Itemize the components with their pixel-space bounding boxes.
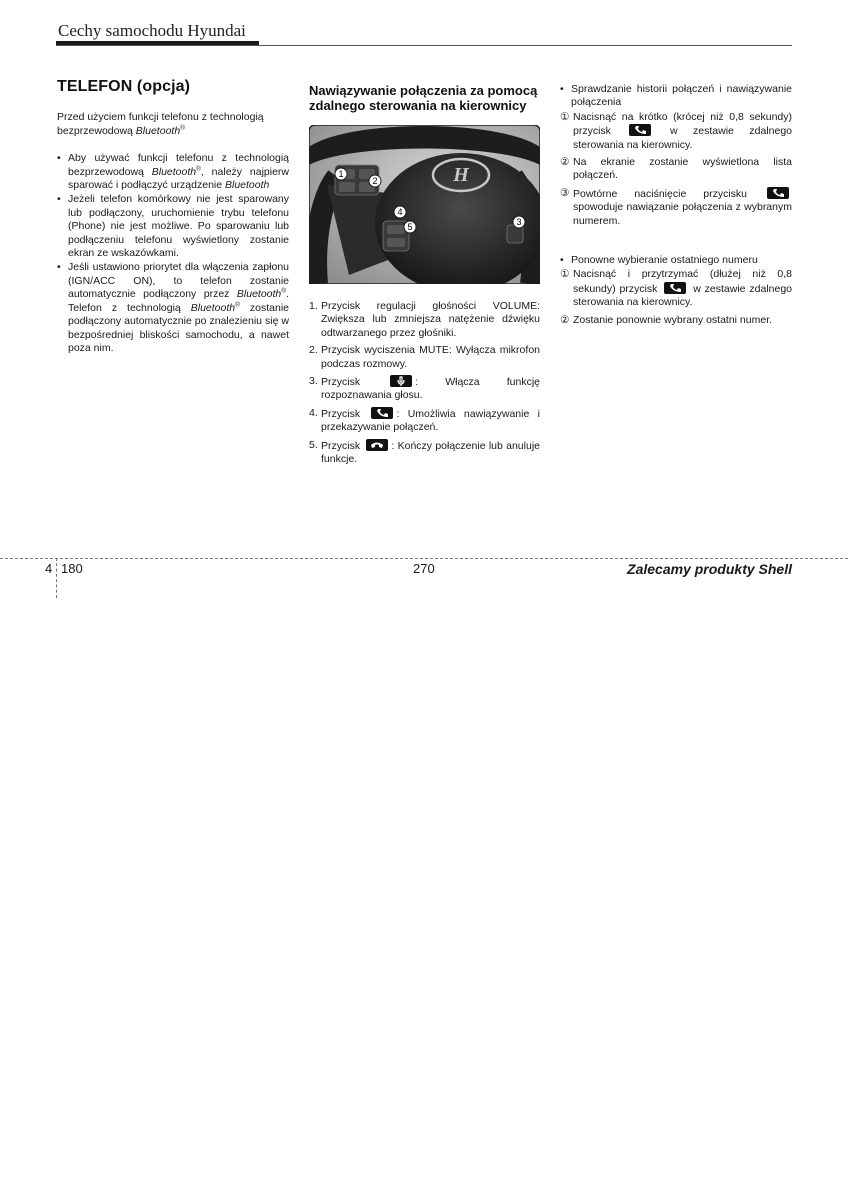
intro-text: Przed użyciem funkcji telefonu z technologią bezprzewodową xyxy=(57,111,264,137)
brand-name: Bluetooth xyxy=(135,124,181,137)
phone-call-icon xyxy=(664,282,686,294)
reg-mark: ® xyxy=(180,124,185,132)
step-text: w zestawie zdalnego sterowania na kierownicy. xyxy=(573,282,793,309)
section-heading: Nawiązywanie połączenia za pomocą zdalnego sterowania na kierownicy xyxy=(309,83,538,113)
callout-label: 1 xyxy=(338,169,344,180)
item-number: 1. xyxy=(309,300,318,312)
footer-rule xyxy=(0,558,848,559)
brand-name: Bluetooth xyxy=(236,288,282,301)
list-item-text: : Umożliwia nawiązywanie i przekazywanie połączeń. xyxy=(321,407,540,434)
footer-slogan: Zalecamy produkty Shell xyxy=(627,561,792,577)
list-item-text: Przycisk xyxy=(321,407,361,420)
column-telefon xyxy=(57,80,289,356)
list-item xyxy=(309,439,540,467)
steering-wheel-figure xyxy=(309,125,540,284)
list-item-text: , należy najpierw sparować i podłączyć urządzenie xyxy=(68,165,289,192)
step-text: Nacisnąć na krótko (krócej niż 0,8 sekundy) przycisk xyxy=(573,110,792,138)
list-item-text: Przycisk xyxy=(321,376,361,389)
list-item xyxy=(309,344,540,371)
callout-label: 5 xyxy=(407,222,413,233)
step-text: spowoduje nawiązanie połączenia z wybranym numerem. xyxy=(573,201,792,227)
step-item xyxy=(560,268,792,309)
list-item xyxy=(309,300,540,340)
step-text: Powtórne naciśnięcie przycisku xyxy=(573,187,748,200)
list-item xyxy=(57,261,289,355)
list-item-text: Aby używać funkcji telefonu z technologią bezprzewodową xyxy=(68,152,289,178)
brand-name: Bluetooth xyxy=(151,165,197,178)
list-item-text: Ponowne wybieranie ostatniego numeru xyxy=(571,254,758,267)
list-item-text: Sprawdzanie historii połączeń i nawiązywanie połączenia xyxy=(571,83,792,109)
reg-mark: ® xyxy=(196,165,201,173)
list-item-text: Jeżeli telefon komórkowy nie jest sparowany lub podłączony, uruchomienie trybu telefonu (Phone) nie jest możliwe. Po sparowaniu lub podłączeniu telefonu wyświetlony zostanie ekran ze wskazówkami. xyxy=(68,193,289,260)
list-item xyxy=(560,83,792,110)
intro-paragraph xyxy=(57,111,289,138)
step-number: ① xyxy=(560,268,570,281)
footer-page-number: 180 xyxy=(61,561,83,576)
list-item-text: zostanie podłączony automatycznie po znalezieniu się w bezpośredniej bliskości samochodu, a nawet poza nim. xyxy=(68,301,289,354)
section-heading: TELEFON (opcja) xyxy=(57,78,191,95)
list-item xyxy=(57,193,289,260)
list-item-text: . Telefon z technologią xyxy=(68,288,289,314)
list-item-text: Przycisk wyciszenia MUTE: Wyłącza mikrofon podczas rozmowy. xyxy=(321,344,540,370)
phone-call-icon xyxy=(371,407,393,419)
callout-label: 3 xyxy=(516,217,522,228)
header-rule xyxy=(56,45,792,46)
brand-name: Bluetooth xyxy=(190,301,236,314)
reg-mark: ® xyxy=(235,301,240,309)
phone-call-icon xyxy=(629,124,651,136)
list-item xyxy=(309,375,540,403)
list-item-text: : Włącza funkcję rozpoznawania głosu. xyxy=(321,376,541,402)
item-number: 3. xyxy=(309,375,318,388)
step-number: ② xyxy=(560,313,570,326)
header-title: Cechy samochodu Hyundai xyxy=(58,21,246,40)
list-item xyxy=(57,152,289,192)
step-number: ② xyxy=(560,156,570,169)
callout-label: 4 xyxy=(397,207,403,218)
brand-name: Bluetooth xyxy=(225,179,270,192)
item-number: 5. xyxy=(309,438,318,451)
column-steering-controls xyxy=(309,83,540,470)
list-item-text: Jeśli ustawiono priorytet dla włączenia zapłonu (IGN/ACC ON), to telefon zostanie automatycznie podłączony przez xyxy=(68,261,289,301)
footer-divider xyxy=(56,558,57,598)
list-item-text: Przycisk xyxy=(321,439,361,452)
step-item xyxy=(560,156,792,183)
footer-center-number: 270 xyxy=(413,561,435,576)
step-number: ③ xyxy=(560,186,570,199)
callout-label: 2 xyxy=(372,176,378,187)
reg-mark: ® xyxy=(281,287,287,295)
svg-text:H: H xyxy=(453,164,469,186)
phone-call-icon xyxy=(767,187,789,199)
item-number: 2. xyxy=(309,344,318,357)
item-number: 4. xyxy=(309,406,318,419)
spacer xyxy=(560,232,792,254)
list-item-text: : Kończy połączenie lub anuluje funkcje. xyxy=(321,439,540,466)
column-call-history xyxy=(560,83,792,331)
step-text: Nacisnąć i przytrzymać (dłużej niż 0,8 sekundy) przycisk xyxy=(573,268,792,295)
step-text: w zestawie zdalnego sterowania na kierownicy. xyxy=(573,125,793,151)
footer-section-number: 4 xyxy=(45,561,53,576)
step-text: Na ekranie zostanie wyświetlona lista połączeń. xyxy=(573,156,792,182)
step-item xyxy=(560,187,792,228)
list-item xyxy=(560,254,792,267)
step-text: Zostanie ponownie wybrany ostatni numer. xyxy=(573,313,773,326)
voice-recognition-icon xyxy=(390,375,412,387)
phone-end-icon xyxy=(366,439,388,451)
step-item xyxy=(560,111,792,152)
step-number: ① xyxy=(560,110,570,123)
list-item xyxy=(309,407,540,435)
list-item-text: Przycisk regulacji głośności VOLUME: Zwiększa lub zmniejsza natężenie dźwięku odtwarzanego przez głośniki. xyxy=(321,300,540,339)
step-item xyxy=(560,314,792,327)
